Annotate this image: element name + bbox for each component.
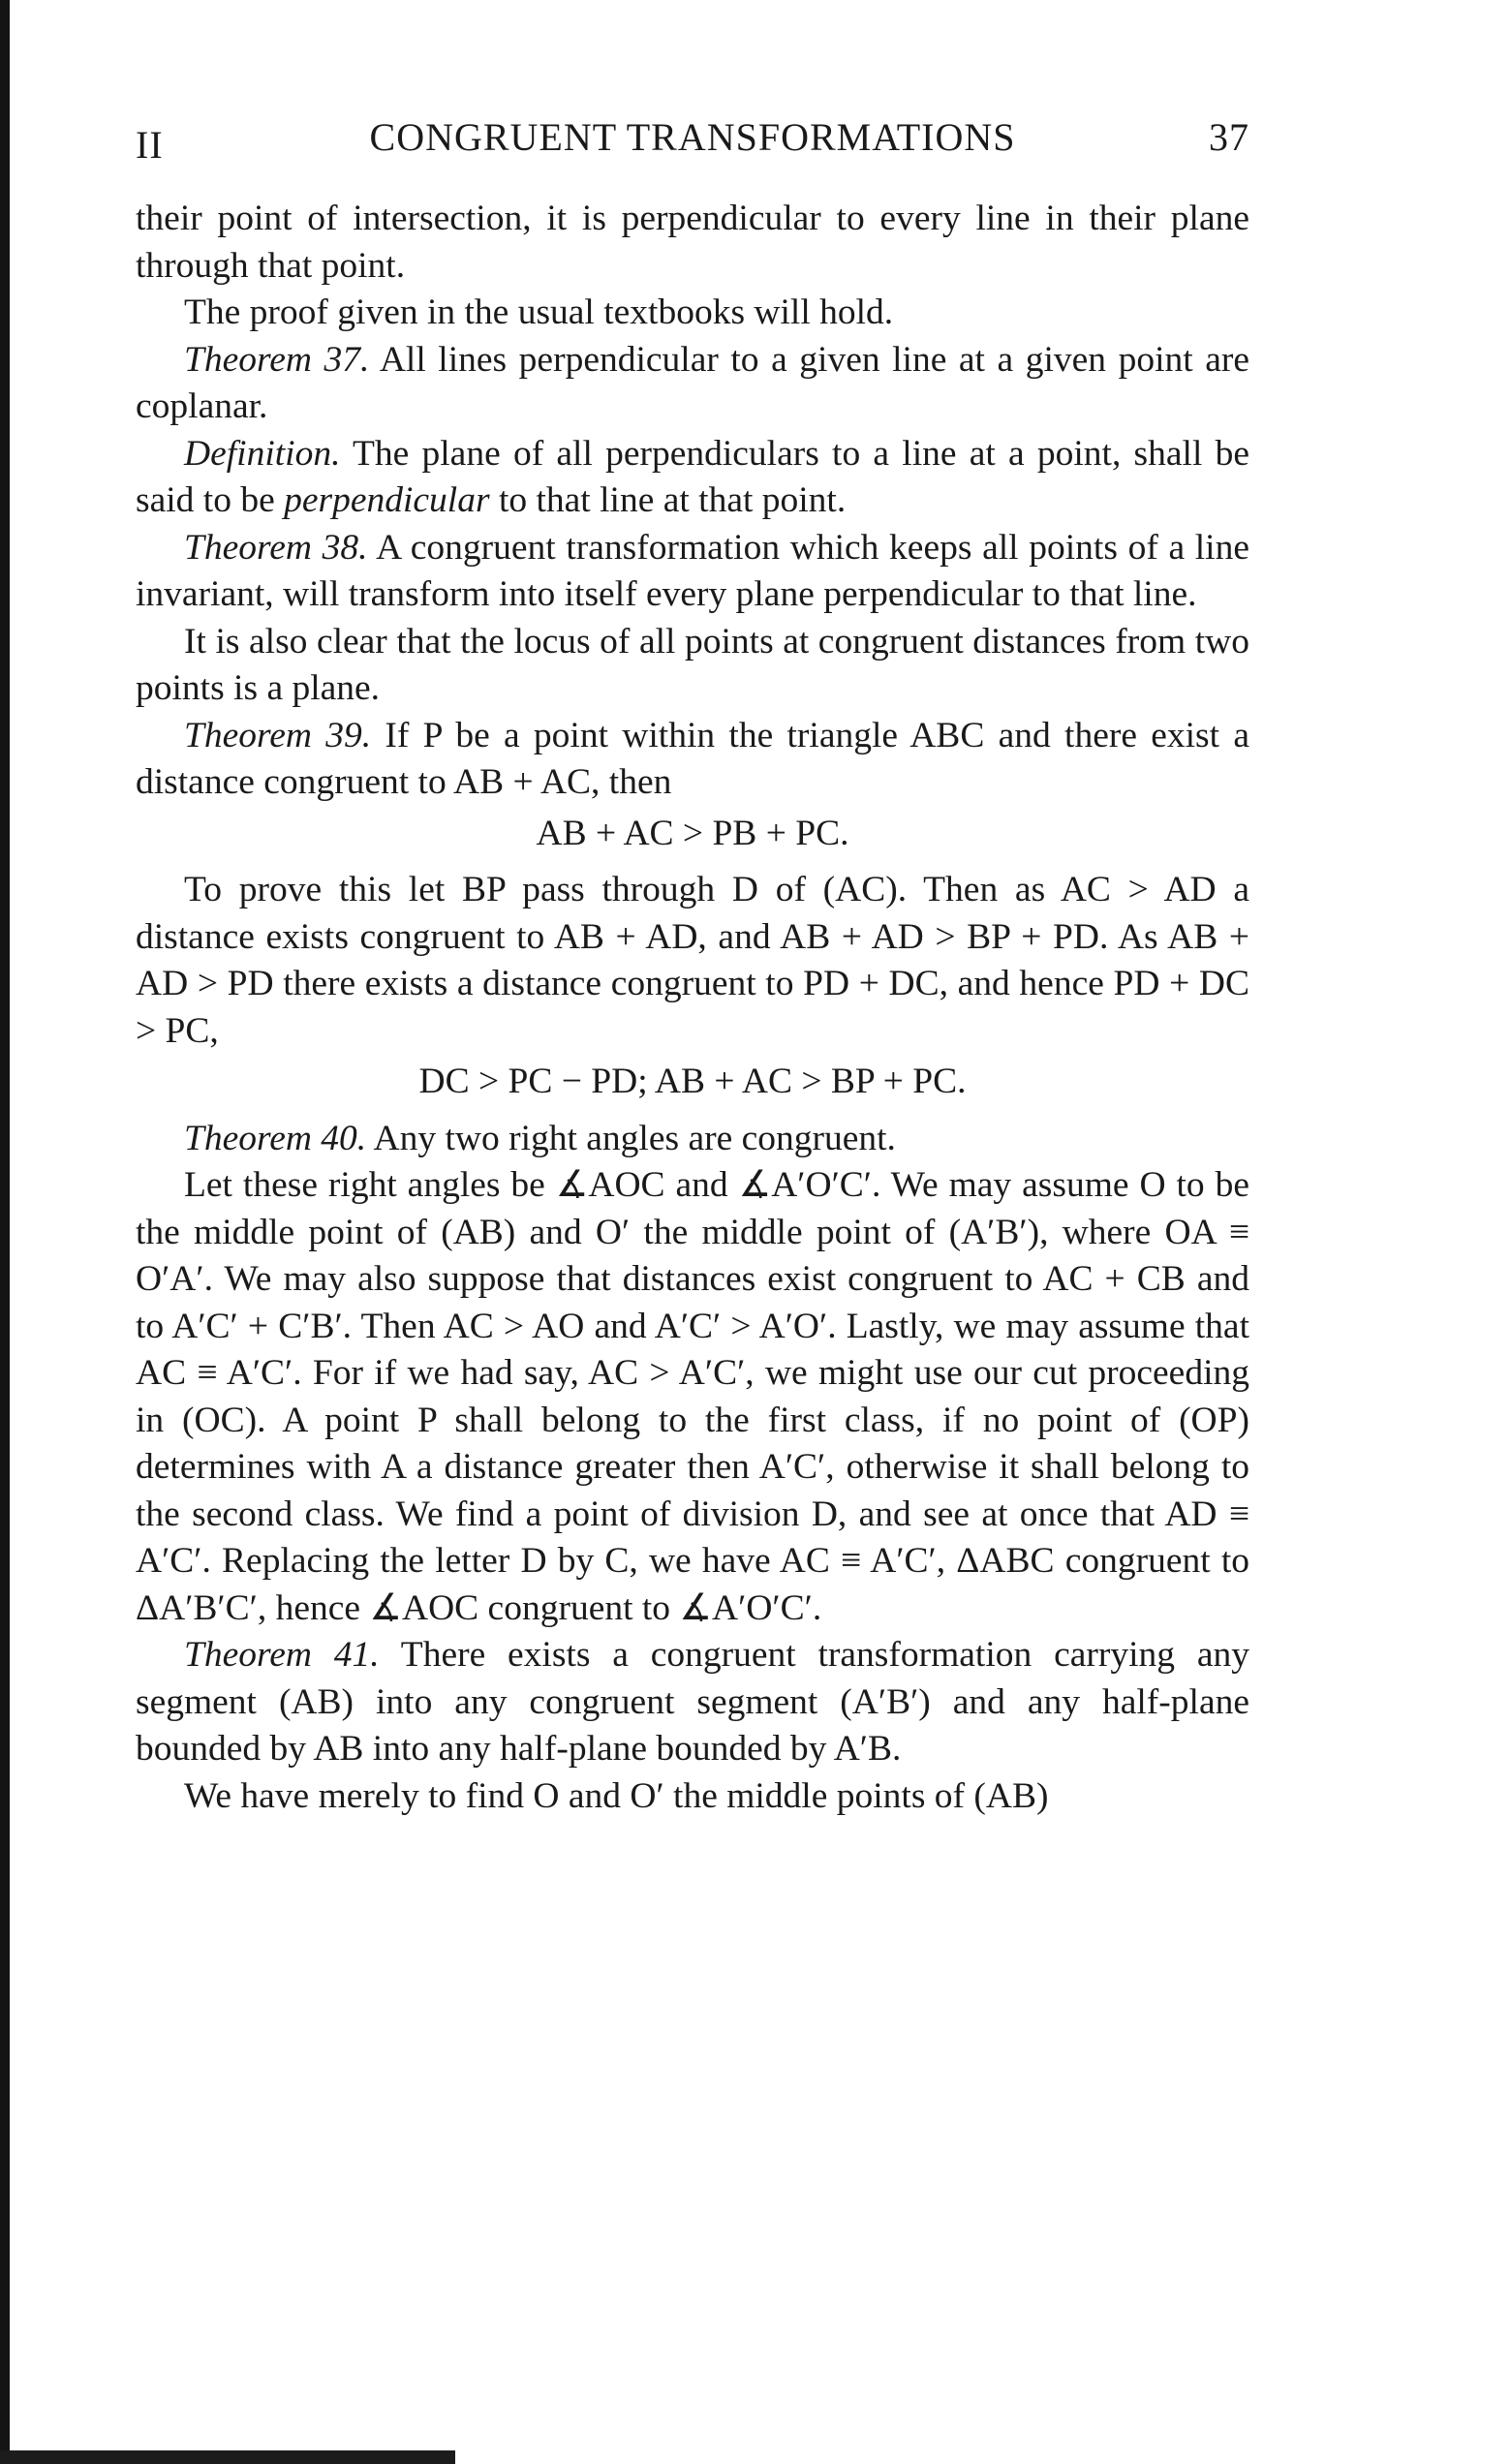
formula: DC > PC − PD; AB + AC > BP + PC. xyxy=(418,1062,967,1101)
definition-text-end: to that line at that point. xyxy=(498,480,847,520)
scan-edge xyxy=(0,0,10,2464)
proof-paragraph: Let these right angles be ∡AOC and ∡A′O′C′. We may assume O to be the middle point of (AB) and O′ the middle point of (A′B′), where OA ≡ O′A′. We may also suppose that distances exist congruent to AC + CB and to A′C′ + C′B′. Then AC > AO and A′C′ > A′O′. Lastly, we may assume that AC ≡ A′C′. For if we had say, AC > A′C′, we might use our cut proceeding in (OC). A point P shall belong to the first class, if no point of (OP) determines with A a distance greater then A′C′, otherwise it shall belong to the second class. We find a point of division D, and see at once that AD ≡ A′C′. Replacing the letter D by C, we have AC ≡ A′C′, ΔABC congruent to ΔA′B′C′, hence ∡AOC congruent to ∡A′O′C′. xyxy=(136,1165,1249,1628)
theorem-40 xyxy=(136,1116,1249,1163)
theorem-label: Theorem 37. xyxy=(184,339,370,380)
theorem-41 xyxy=(136,1632,1249,1773)
page-number: 37 xyxy=(1209,115,1249,159)
theorem-label: Theorem 41. xyxy=(184,1635,380,1675)
body-text xyxy=(136,196,1249,1820)
theorem-text: If P be a point within the triangle ABC and there exist a distance congruent to AB + AC, then xyxy=(136,715,1249,802)
formula: AB + AC > PB + PC. xyxy=(536,813,849,853)
paragraph: The proof given in the usual textbooks will hold. xyxy=(184,293,894,332)
theorem-text: All lines perpendicular to a given line at a given point are coplanar. xyxy=(136,339,1249,426)
book-page xyxy=(136,114,1249,1820)
theorem-label: Theorem 40. xyxy=(184,1118,367,1158)
theorem-text: There exists a congruent transformation carrying any segment (AB) into any congruent segment (A′B′) and any half-plane bounded by AB into any half-plane bounded by A′B. xyxy=(136,1635,1249,1769)
paragraph: their point of intersection, it is perpendicular to every line in their plane through that point. xyxy=(136,199,1249,286)
theorem-text: Any two right angles are congruent. xyxy=(373,1118,896,1158)
definition-label: Definition. xyxy=(184,433,341,474)
definition xyxy=(136,431,1249,525)
theorem-37 xyxy=(136,337,1249,431)
paragraph: We have merely to find O and O′ the middle points of (AB) xyxy=(184,1775,1049,1816)
scan-edge-bottom xyxy=(0,2450,455,2464)
definition-text: The plane of all perpendiculars to a line at a point, shall be said to be xyxy=(136,433,1249,520)
proof-paragraph: To prove this let BP pass through D of (AC). Then as AC > AD a distance exists congruent to AB + AD, and AB + AD > BP + PD. As AB + AD > PD there exists a distance congruent to PD + DC, and hence PD + DC > PC, xyxy=(136,870,1249,1051)
theorem-38 xyxy=(136,525,1249,619)
running-header xyxy=(136,114,1249,176)
theorem-39 xyxy=(136,713,1249,807)
theorem-label: Theorem 39. xyxy=(184,715,372,755)
theorem-text: A congruent transformation which keeps all points of a line invariant, will transform into itself every plane perpendicular to that line. xyxy=(136,527,1249,614)
defined-term: perpendicular xyxy=(284,480,490,520)
theorem-label: Theorem 38. xyxy=(184,527,368,568)
chapter-number: II xyxy=(136,123,164,167)
paragraph: It is also clear that the locus of all points at congruent distances from two points is a plane. xyxy=(136,621,1249,708)
running-title: CONGRUENT TRANSFORMATIONS xyxy=(369,115,1016,159)
